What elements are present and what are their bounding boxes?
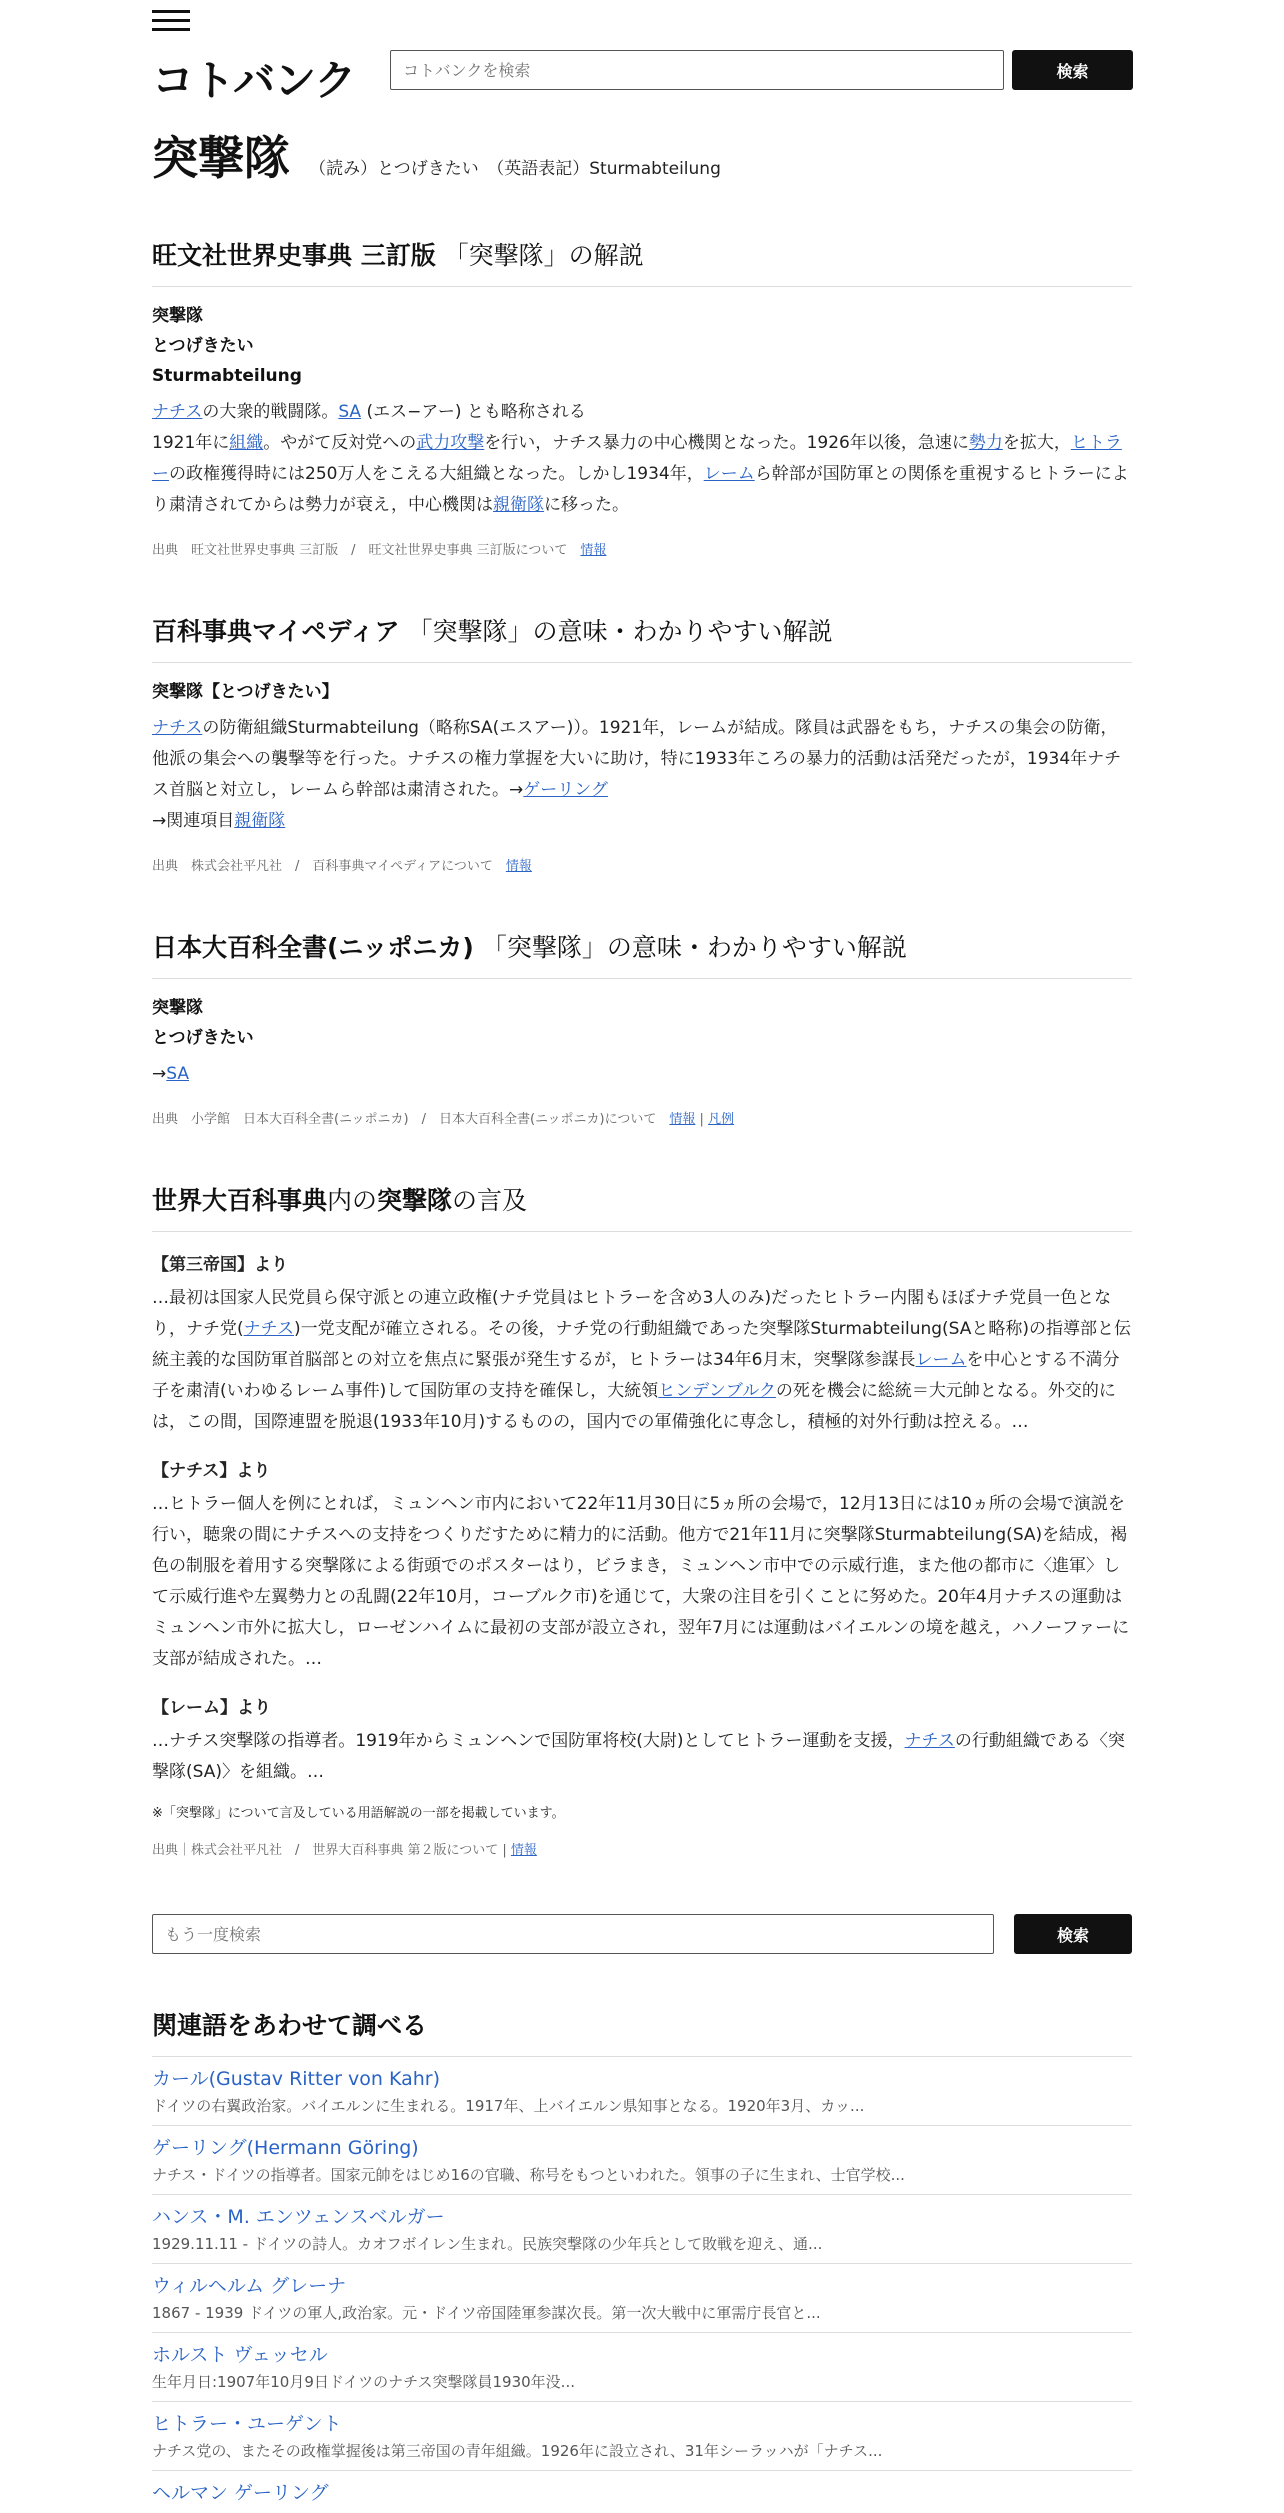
page-reading: （読み）とつげきたい （英語表記）Sturmabteilung xyxy=(309,159,721,179)
link-nazis[interactable]: ナチス xyxy=(152,402,203,422)
related-link[interactable]: カール(Gustav Ritter von Kahr) xyxy=(152,2068,440,2090)
bottom-search-input[interactable] xyxy=(152,1914,994,1954)
section-heading: 百科事典マイペディア 「突撃隊」の意味・わかりやすい解説 xyxy=(152,612,1132,663)
section-heading: 世界大百科事典内の突撃隊の言及 xyxy=(152,1181,1132,1232)
headword: 突撃隊 xyxy=(152,306,203,326)
link-nazis[interactable]: ナチス xyxy=(904,1731,955,1751)
headword: 突撃隊 xyxy=(152,998,203,1018)
related-link[interactable]: ゲーリング(Hermann Göring) xyxy=(152,2137,419,2159)
source-line: 出典 小学館 日本大百科全書(ニッポニカ) / 日本大百科全書(ニッポニカ)について 情報 | 凡例 xyxy=(152,1112,735,1127)
link-ss[interactable]: 親衛隊 xyxy=(493,495,545,515)
list-item xyxy=(152,2470,1132,2513)
page-title-row xyxy=(152,122,721,188)
page-title: 突撃隊 xyxy=(152,131,290,185)
link-hitler[interactable]: ヒトラー xyxy=(152,433,1122,484)
headword-english: Sturmabteilung xyxy=(152,366,302,386)
link-goring[interactable]: ゲーリング xyxy=(523,780,608,800)
excerpt-text: …最初は国家人民党員ら保守派との連立政権(ナチ党員はヒトラーを含め3人のみ)だったヒトラー内閣もほぼナチ党員一色となり，ナチ党(ナチス)一党支配が確立される。その後，ナチ党の行動組織であった突撃隊Sturmabteilung(SAと略称)の指導部と伝統主義的な国防軍首脳部との対立を焦点に緊張が発生するが，ヒトラーは34年6月末，突撃隊参謀長レームを中心とする不満分子を粛清(いわゆるレーム事件)して国防軍の支持を確保し，大統領ヒンデンブルクの死を機会に総統＝大元帥となる。外交的には，この間，国際連盟を脱退(1933年10月)するものの，国内での軍備強化に専念し，積極的対外行動は控える。… xyxy=(152,1288,1132,1432)
link-ss[interactable]: 親衛隊 xyxy=(234,811,286,831)
hanrei-link[interactable]: 凡例 xyxy=(708,1112,735,1127)
link-rohm[interactable]: レーム xyxy=(915,1350,967,1370)
info-link[interactable]: 情報 xyxy=(580,543,607,558)
related-desc: ドイツの右翼政治家。バイエルンに生まれる。1917年、上バイエルン県知事となる。1920年3月、カッ... xyxy=(152,2097,865,2115)
search-button[interactable]: 検索 xyxy=(1012,50,1133,90)
info-link[interactable]: 情報 xyxy=(510,1843,537,1858)
definition-text: ナチスの防衛組織Sturmabteilung（略称SA(エスアー)）。1921年，レームが結成。隊員は武器をもち，ナチスの集会の防衛，他派の集会への襲撃等を行った。ナチスの権力掌握を大いに助け，特に1933年ころの暴力的活動は活発だったが，1934年ナチス首脳と対立し，レームら幹部は粛清された。→ゲーリング →関連項目親衛隊 xyxy=(152,718,1122,831)
headword-reading: とつげきたい xyxy=(152,1028,254,1048)
list-item xyxy=(152,2194,1132,2263)
section-sekai-daihyakka xyxy=(152,1181,1132,1858)
section-heading: 日本大百科全書(ニッポニカ) 「突撃隊」の意味・わかりやすい解説 xyxy=(152,928,1132,979)
link-nazis[interactable]: ナチス xyxy=(243,1319,294,1339)
site-logo[interactable]: コトバンク xyxy=(152,56,356,105)
info-link[interactable]: 情報 xyxy=(669,1112,696,1127)
source-line: 出典 株式会社平凡社 / 百科事典マイペディアについて 情報 xyxy=(152,859,532,874)
list-item xyxy=(152,2056,1132,2125)
related-desc: 生年月日:1907年10月9日ドイツのナチス突撃隊員1930年没... xyxy=(152,2373,575,2391)
note-text: ※「突撃隊」について言及している用語解説の一部を掲載しています。 xyxy=(152,1806,565,1821)
link-buryoku[interactable]: 武力攻撃 xyxy=(416,433,485,453)
link-sa[interactable]: SA xyxy=(166,1064,189,1084)
related-desc: ナチス・ドイツの指導者。国家元帥をはじめ16の官職、称号をもつといわれた。領事の子に生まれ、士官学校... xyxy=(152,2166,905,2184)
related-title: 関連語をあわせて調べる xyxy=(152,2011,428,2040)
related-words xyxy=(152,2006,1132,2513)
source-line: 出典 旺文社世界史事典 三訂版 / 旺文社世界史事典 三訂版について 情報 xyxy=(152,543,607,558)
hamburger-menu-icon[interactable] xyxy=(152,10,192,34)
bottom-search xyxy=(152,1914,1132,1954)
section-nipponica xyxy=(152,928,1132,1127)
link-hindenburg[interactable]: ヒンデンブルク xyxy=(658,1381,776,1401)
definition-text: →SA xyxy=(152,1064,189,1084)
headword: 突撃隊【とつげきたい】 xyxy=(152,682,339,702)
link-soshiki[interactable]: 組織 xyxy=(229,433,264,453)
source-line: 出典｜株式会社平凡社 / 世界大百科事典 第２版について | 情報 xyxy=(152,1843,537,1858)
link-nazis[interactable]: ナチス xyxy=(152,718,203,738)
section-mypedia xyxy=(152,612,1132,874)
link-seiryoku[interactable]: 勢力 xyxy=(968,433,1003,453)
section-heading: 旺文社世界史事典 三訂版 「突撃隊」の解説 xyxy=(152,236,1132,287)
excerpt-text: …ヒトラー個人を例にとれば，ミュンヘン市内において22年11月30日に5ヵ所の会場で，12月13日には10ヵ所の会場で演説を行い，聴衆の間にナチスへの支持をつくりだすために精力的に活動。他方で21年11月に突撃隊Sturmabteilung(SA)を結成，褐色の制服を着用する突撃隊による街頭でのポスターはり，ビラまき，ミュンヘン市中での示威行進，また他の都市に〈進軍〉して示威行進や左翼勢力との乱闘(22年10月，コーブルク市)を通じて，大衆の注目を引くことに努めた。20年4月ナチスの運動はミュンヘン市外に拡大し，ローゼンハイムに最初の支部が設立され，翌年7月には運動はバイエルンの境を越え，ハノーファーに支部が結成された。… xyxy=(152,1494,1130,1669)
section-obunsha xyxy=(152,236,1132,558)
info-link[interactable]: 情報 xyxy=(505,859,532,874)
link-rohm[interactable]: レーム xyxy=(703,464,755,484)
related-link[interactable]: ホルスト ヴェッセル xyxy=(152,2344,328,2366)
list-item xyxy=(152,2263,1132,2332)
subheading: 【ナチス】より xyxy=(152,1461,271,1481)
bottom-search-button[interactable]: 検索 xyxy=(1014,1914,1132,1954)
related-link[interactable]: ヒトラー・ユーゲント xyxy=(152,2413,342,2435)
related-desc: ナチス党の、またその政権掌握後は第三帝国の青年組織。1926年に設立され、31年シーラッハが「ナチス... xyxy=(152,2442,883,2460)
related-desc: 1867 - 1939 ドイツの軍人,政治家。元・ドイツ帝国陸軍参謀次長。第一次大戦中に軍需庁長官と... xyxy=(152,2304,821,2322)
list-item xyxy=(152,2401,1132,2470)
list-item xyxy=(152,2125,1132,2194)
excerpt-text: …ナチス突撃隊の指導者。1919年からミュンヘンで国防軍将校(大尉)としてヒトラー運動を支援，ナチスの行動組織である〈突撃隊(SA)〉を組織。… xyxy=(152,1731,1125,1782)
headword-reading: とつげきたい xyxy=(152,336,254,356)
related-link[interactable]: ウィルヘルム グレーナ xyxy=(152,2275,347,2297)
subheading: 【第三帝国】より xyxy=(152,1255,288,1275)
related-link[interactable]: ヘルマン ゲーリング xyxy=(152,2482,329,2504)
subheading: 【レーム】より xyxy=(152,1698,271,1718)
related-desc: 1929.11.11 - ドイツの詩人。カオフボイレン生まれ。民族突撃隊の少年兵として敗戦を迎え、通... xyxy=(152,2235,823,2253)
definition-text: ナチスの大衆的戦闘隊。SA (エス−アー) とも略称される 1921年に組織。やがて反対党への武力攻撃を行い，ナチス暴力の中心機関となった。1926年以後，急速に勢力を拡大，ヒトラーの政権獲得時には250万人をこえる大組織となった。しかし1934年，レームら幹部が国防軍との関係を重視するヒトラーにより粛清されてからは勢力が衰え，中心機関は親衛隊に移った。 xyxy=(152,402,1129,515)
related-link[interactable]: ハンス・M. エンツェンスベルガー xyxy=(152,2206,445,2228)
link-sa[interactable]: SA xyxy=(338,402,362,422)
search-input[interactable] xyxy=(390,50,1004,90)
list-item xyxy=(152,2332,1132,2401)
